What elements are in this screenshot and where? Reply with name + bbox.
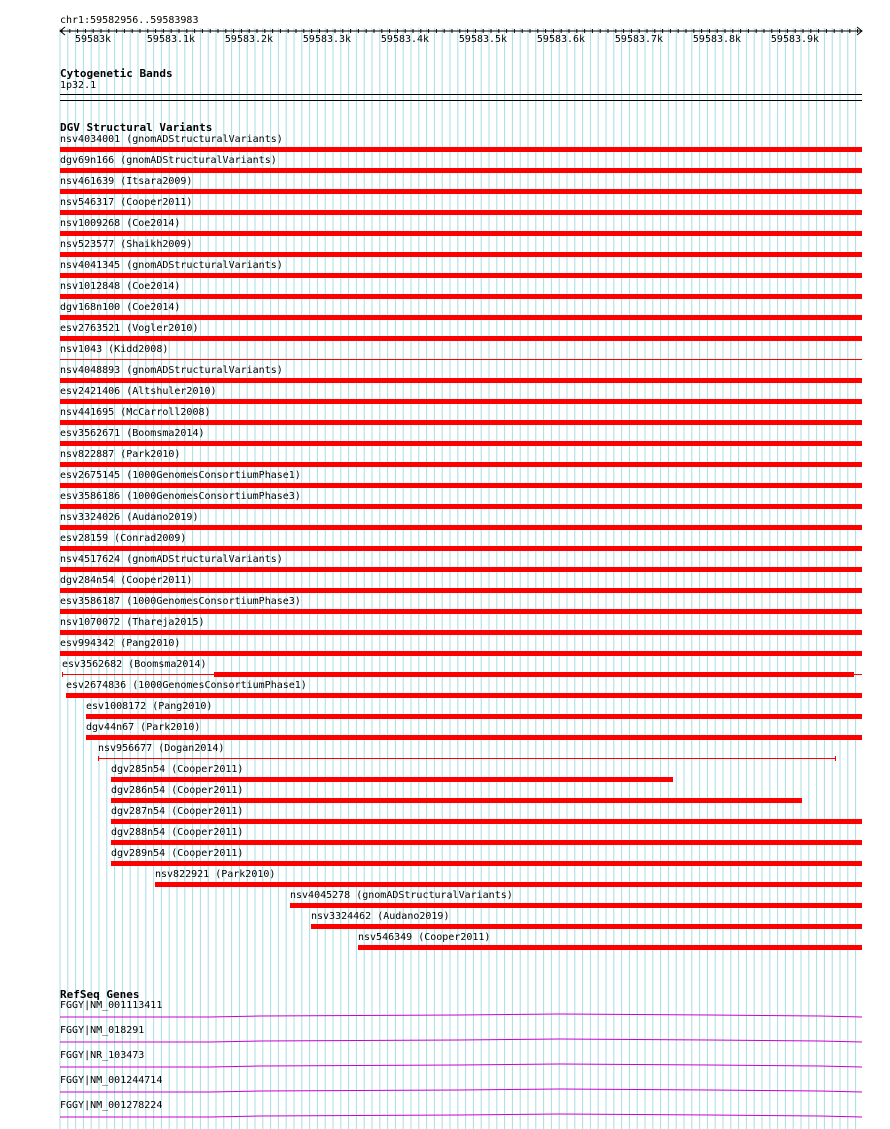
variant-bar[interactable] xyxy=(60,567,862,572)
variant-bar[interactable] xyxy=(111,777,673,782)
gene-label[interactable]: FGGY|NR_103473 xyxy=(60,1050,145,1061)
ruler-tick-label: 59583.4k xyxy=(380,34,430,45)
variant-bar[interactable] xyxy=(60,252,862,257)
variant-bar[interactable] xyxy=(60,546,862,551)
variant-ci-cap xyxy=(98,756,99,761)
variant-bar[interactable] xyxy=(111,798,802,803)
variant-bar[interactable] xyxy=(60,420,862,425)
variant-bar[interactable] xyxy=(60,315,862,320)
gene-intron-line[interactable] xyxy=(60,1012,862,1020)
variant-bar[interactable] xyxy=(60,399,862,404)
gene-intron-line[interactable] xyxy=(60,1062,862,1070)
variant-bar[interactable] xyxy=(214,672,854,677)
variant-bar[interactable] xyxy=(60,588,862,593)
variant-label[interactable]: esv2421406 (Altshuler2010) xyxy=(60,386,217,397)
gene-label[interactable]: FGGY|NM_001244714 xyxy=(60,1075,163,1086)
variant-ci-line[interactable] xyxy=(98,758,835,759)
variant-label[interactable]: dgv288n54 (Cooper2011) xyxy=(111,827,244,838)
coordinates-label: chr1:59582956..59583983 xyxy=(60,15,199,26)
variant-label[interactable]: nsv4041345 (gnomADStructuralVariants) xyxy=(60,260,283,271)
gene-label[interactable]: FGGY|NM_001278224 xyxy=(60,1100,163,1111)
variant-label[interactable]: esv3586187 (1000GenomesConsortiumPhase3) xyxy=(60,596,301,607)
variant-bar[interactable] xyxy=(358,945,862,950)
variant-bar[interactable] xyxy=(60,273,862,278)
variant-label[interactable]: dgv285n54 (Cooper2011) xyxy=(111,764,244,775)
variant-label[interactable]: nsv3324462 (Audano2019) xyxy=(311,911,450,922)
variant-bar[interactable] xyxy=(60,378,862,383)
variant-bar[interactable] xyxy=(60,231,862,236)
variant-label[interactable]: dgv289n54 (Cooper2011) xyxy=(111,848,244,859)
variant-label[interactable]: dgv44n67 (Park2010) xyxy=(86,722,201,733)
variant-bar[interactable] xyxy=(60,504,862,509)
cytoband-line-top xyxy=(60,94,862,95)
cytoband-label: 1p32.1 xyxy=(60,80,97,91)
gene-label[interactable]: FGGY|NM_001113411 xyxy=(60,1000,163,1011)
variant-label[interactable]: esv2675145 (1000GenomesConsortiumPhase1) xyxy=(60,470,301,481)
variant-bar[interactable] xyxy=(60,336,862,341)
variant-label[interactable]: nsv822921 (Park2010) xyxy=(155,869,276,880)
variant-label[interactable]: dgv284n54 (Cooper2011) xyxy=(60,575,193,586)
variant-bar[interactable] xyxy=(290,903,862,908)
variant-bar[interactable] xyxy=(60,147,862,152)
variant-label[interactable]: esv2674836 (1000GenomesConsortiumPhase1) xyxy=(66,680,307,691)
variant-label[interactable]: nsv546317 (Cooper2011) xyxy=(60,197,193,208)
variant-ci-cap xyxy=(835,756,836,761)
ruler-tick-label: 59583.8k xyxy=(692,34,742,45)
variant-label[interactable]: esv1008172 (Pang2010) xyxy=(86,701,213,712)
variant-bar[interactable] xyxy=(60,441,862,446)
variant-label[interactable]: nsv1009268 (Coe2014) xyxy=(60,218,181,229)
variant-bar[interactable] xyxy=(111,840,862,845)
variant-bar[interactable] xyxy=(86,714,862,719)
variant-label[interactable]: nsv1070072 (Thareja2015) xyxy=(60,617,205,628)
variant-bar[interactable] xyxy=(111,819,862,824)
variant-label[interactable]: nsv1043 (Kidd2008) xyxy=(60,344,169,355)
gene-intron-line[interactable] xyxy=(60,1087,862,1095)
variant-bar[interactable] xyxy=(60,483,862,488)
variant-label[interactable]: dgv69n166 (gnomADStructuralVariants) xyxy=(60,155,277,166)
ruler-tick-label: 59583k xyxy=(74,34,112,45)
variant-label[interactable]: esv3562671 (Boomsma2014) xyxy=(60,428,205,439)
variant-label[interactable]: dgv168n100 (Coe2014) xyxy=(60,302,181,313)
ruler-tick-label: 59583.9k xyxy=(770,34,820,45)
variant-label[interactable]: esv3586186 (1000GenomesConsortiumPhase3) xyxy=(60,491,301,502)
variant-label[interactable]: nsv822887 (Park2010) xyxy=(60,449,181,460)
ruler[interactable] xyxy=(0,24,890,38)
variant-bar[interactable] xyxy=(60,651,862,656)
variant-bar[interactable] xyxy=(60,609,862,614)
variant-bar[interactable] xyxy=(60,168,862,173)
variant-label[interactable]: nsv4045278 (gnomADStructuralVariants) xyxy=(290,890,513,901)
ruler-tick-label: 59583.2k xyxy=(224,34,274,45)
variant-bar[interactable] xyxy=(111,861,862,866)
variant-label[interactable]: nsv523577 (Shaikh2009) xyxy=(60,239,193,250)
variant-label[interactable]: nsv441695 (McCarroll2008) xyxy=(60,407,211,418)
ruler-tick-label: 59583.3k xyxy=(302,34,352,45)
variant-bar[interactable] xyxy=(155,882,862,887)
variant-label[interactable]: nsv461639 (Itsara2009) xyxy=(60,176,193,187)
variant-ci-cap xyxy=(62,672,63,677)
variant-bar[interactable] xyxy=(60,189,862,194)
dgv-track-title: DGV Structural Variants xyxy=(60,121,213,134)
variant-label[interactable]: nsv3324026 (Audano2019) xyxy=(60,512,199,523)
refseq-track-title: RefSeq Genes xyxy=(60,988,140,1001)
ruler-tick-label: 59583.1k xyxy=(146,34,196,45)
variant-bar[interactable] xyxy=(60,359,862,360)
variant-label[interactable]: nsv4048893 (gnomADStructuralVariants) xyxy=(60,365,283,376)
variant-bar[interactable] xyxy=(311,924,862,929)
variant-label[interactable]: esv2763521 (Vogler2010) xyxy=(60,323,199,334)
variant-bar[interactable] xyxy=(86,735,862,740)
variant-label[interactable]: dgv287n54 (Cooper2011) xyxy=(111,806,244,817)
variant-label[interactable]: nsv1012848 (Coe2014) xyxy=(60,281,181,292)
variant-label[interactable]: esv3562682 (Boomsma2014) xyxy=(62,659,207,670)
ruler-tick-label: 59583.5k xyxy=(458,34,508,45)
variant-bar[interactable] xyxy=(60,210,862,215)
variant-label[interactable]: esv28159 (Conrad2009) xyxy=(60,533,187,544)
gene-label[interactable]: FGGY|NM_018291 xyxy=(60,1025,145,1036)
gene-intron-line[interactable] xyxy=(60,1112,862,1120)
variant-label[interactable]: nsv4034001 (gnomADStructuralVariants) xyxy=(60,134,283,145)
variant-label[interactable]: nsv956677 (Dogan2014) xyxy=(98,743,225,754)
variant-bar[interactable] xyxy=(60,294,862,299)
cytoband-track-title: Cytogenetic Bands xyxy=(60,67,173,80)
cytoband-line-bottom xyxy=(60,100,862,101)
variant-label[interactable]: esv994342 (Pang2010) xyxy=(60,638,181,649)
variant-label[interactable]: nsv4517624 (gnomADStructuralVariants) xyxy=(60,554,283,565)
variant-label[interactable]: dgv286n54 (Cooper2011) xyxy=(111,785,244,796)
variant-bar[interactable] xyxy=(60,630,862,635)
variant-label[interactable]: nsv546349 (Cooper2011) xyxy=(358,932,491,943)
ruler-tick-label: 59583.7k xyxy=(614,34,664,45)
variant-bar[interactable] xyxy=(66,693,862,698)
gene-intron-line[interactable] xyxy=(60,1037,862,1045)
variant-bar[interactable] xyxy=(60,462,862,467)
variant-bar[interactable] xyxy=(60,525,862,530)
ruler-tick-label: 59583.6k xyxy=(536,34,586,45)
